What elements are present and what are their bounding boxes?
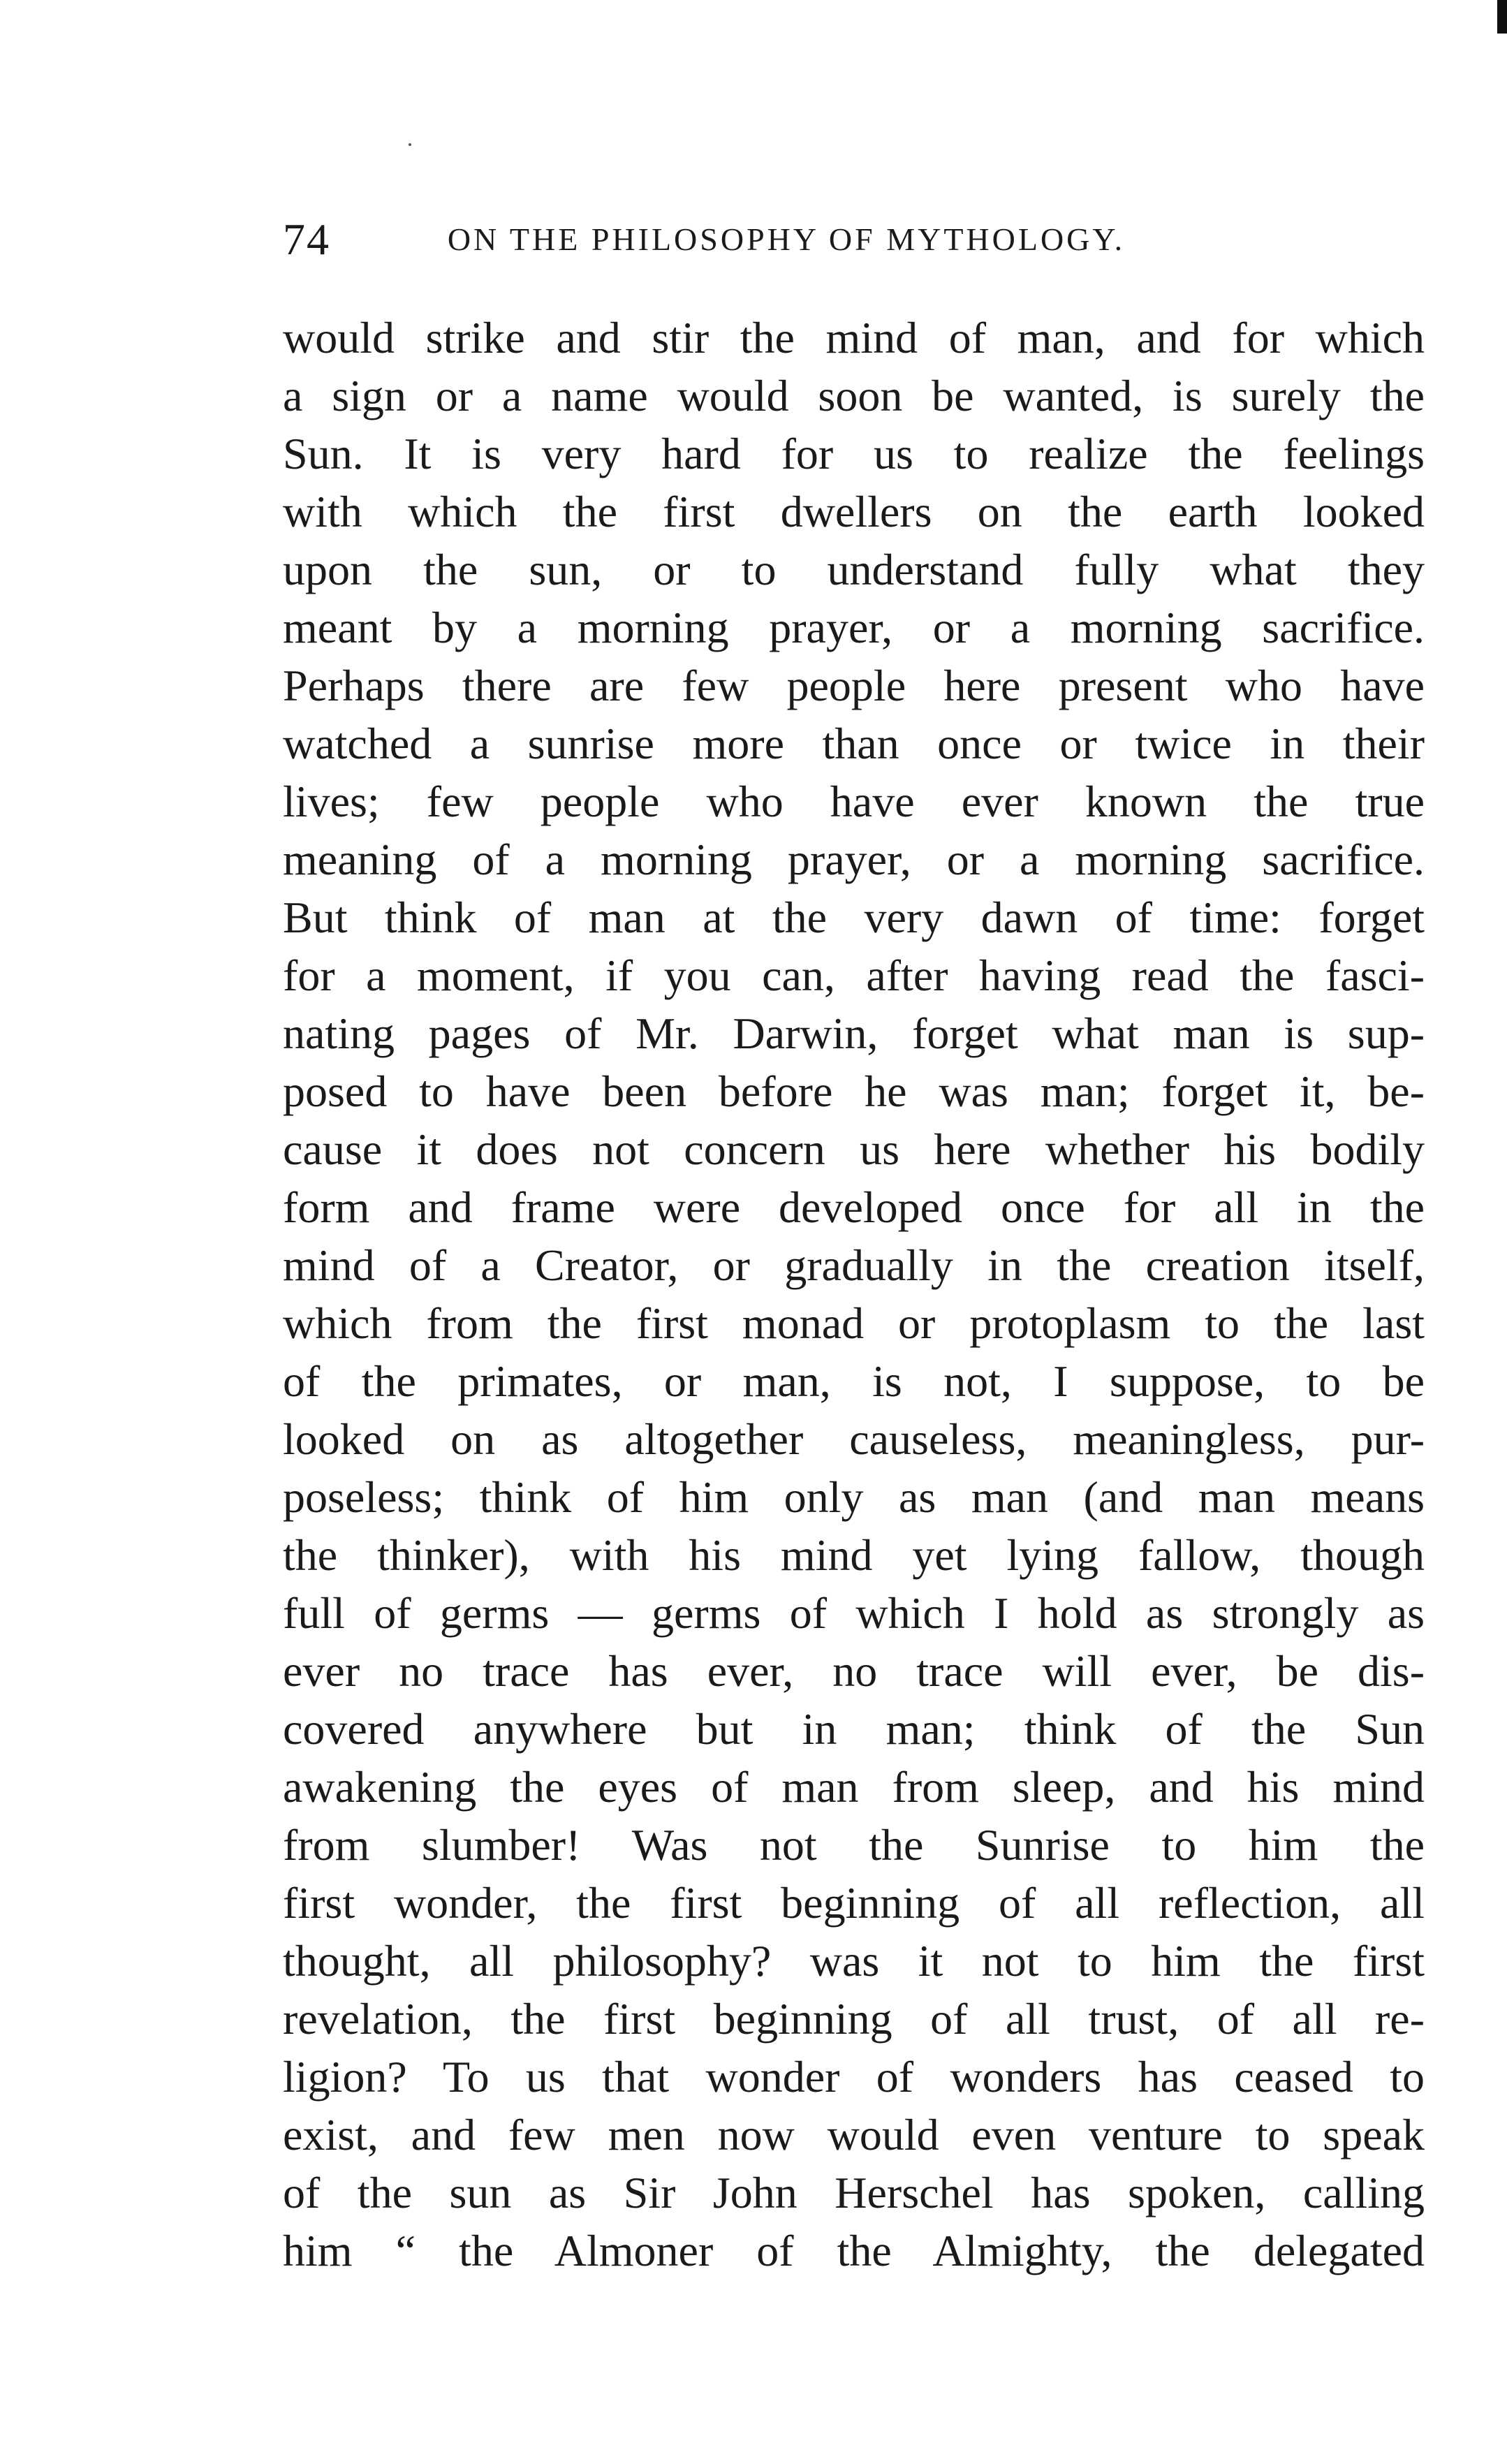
text-line: him “ the Almoner of the Almighty, the delegated [283,2226,1425,2275]
text-line: upon the sun, or to understand fully what they [283,545,1425,594]
body-text [283,309,1425,2280]
text-line: would strike and stir the mind of man, and for which [283,313,1425,362]
text-line: nating pages of Mr. Darwin, forget what man is sup- [283,1009,1425,1058]
text-line: But think of man at the very dawn of time: forget [283,893,1425,942]
text-line: for a moment, if you can, after having read the fasci- [283,951,1425,1000]
page-number: 74 [283,214,330,264]
text-line: a sign or a name would soon be wanted, is surely the [283,371,1425,420]
text-line: with which the first dwellers on the earth looked [283,487,1425,536]
text-line: first wonder, the first beginning of all reflection, all [283,1878,1425,1928]
text-line: full of germs — germs of which I hold as strongly as [283,1588,1425,1638]
text-line: the thinker), with his mind yet lying fallow, though [283,1530,1425,1580]
text-line: lives; few people who have ever known the true [283,777,1425,826]
text-line: Sun. It is very hard for us to realize the feelings [283,429,1425,478]
text-line: form and frame were developed once for all in the [283,1182,1425,1232]
text-line: covered anywhere but in man; think of the Sun [283,1704,1425,1754]
text-line: revelation, the first beginning of all trust, of all re- [283,1994,1425,2044]
text-line: exist, and few men now would even venture to speak [283,2110,1425,2159]
text-line: ligion? To us that wonder of wonders has ceased to [283,2052,1425,2102]
text-line: awakening the eyes of man from sleep, and his mind [283,1762,1425,1812]
page-edge-mark [1497,0,1507,34]
text-line: of the sun as Sir John Herschel has spoken, calling [283,2168,1425,2217]
text-line: mind of a Creator, or gradually in the creation itself, [283,1240,1425,1290]
text-line: cause it does not concern us here whether his bodily [283,1124,1425,1174]
text-line: looked on as altogether causeless, meaningless, pur- [283,1414,1425,1464]
text-line: ever no trace has ever, no trace will ever, be dis- [283,1646,1425,1696]
text-line: thought, all philosophy? was it not to him the first [283,1936,1425,1986]
paper-speck [409,143,411,146]
text-line: posed to have been before he was man; forget it, be- [283,1066,1425,1116]
text-line: Perhaps there are few people here present who have [283,661,1425,710]
text-line: of the primates, or man, is not, I suppose, to be [283,1356,1425,1406]
running-head [283,208,1227,271]
text-line: meaning of a morning prayer, or a morning sacrifice. [283,835,1425,884]
text-line: meant by a morning prayer, or a morning sacrifice. [283,603,1425,652]
text-line: poseless; think of him only as man (and man means [283,1472,1425,1522]
text-line: watched a sunrise more than once or twice in their [283,719,1425,768]
text-line: from slumber! Was not the Sunrise to him the [283,1820,1425,1870]
text-line: which from the first monad or protoplasm to the last [283,1298,1425,1348]
running-head-title: ON THE PHILOSOPHY OF MYTHOLOGY. [447,221,1126,257]
